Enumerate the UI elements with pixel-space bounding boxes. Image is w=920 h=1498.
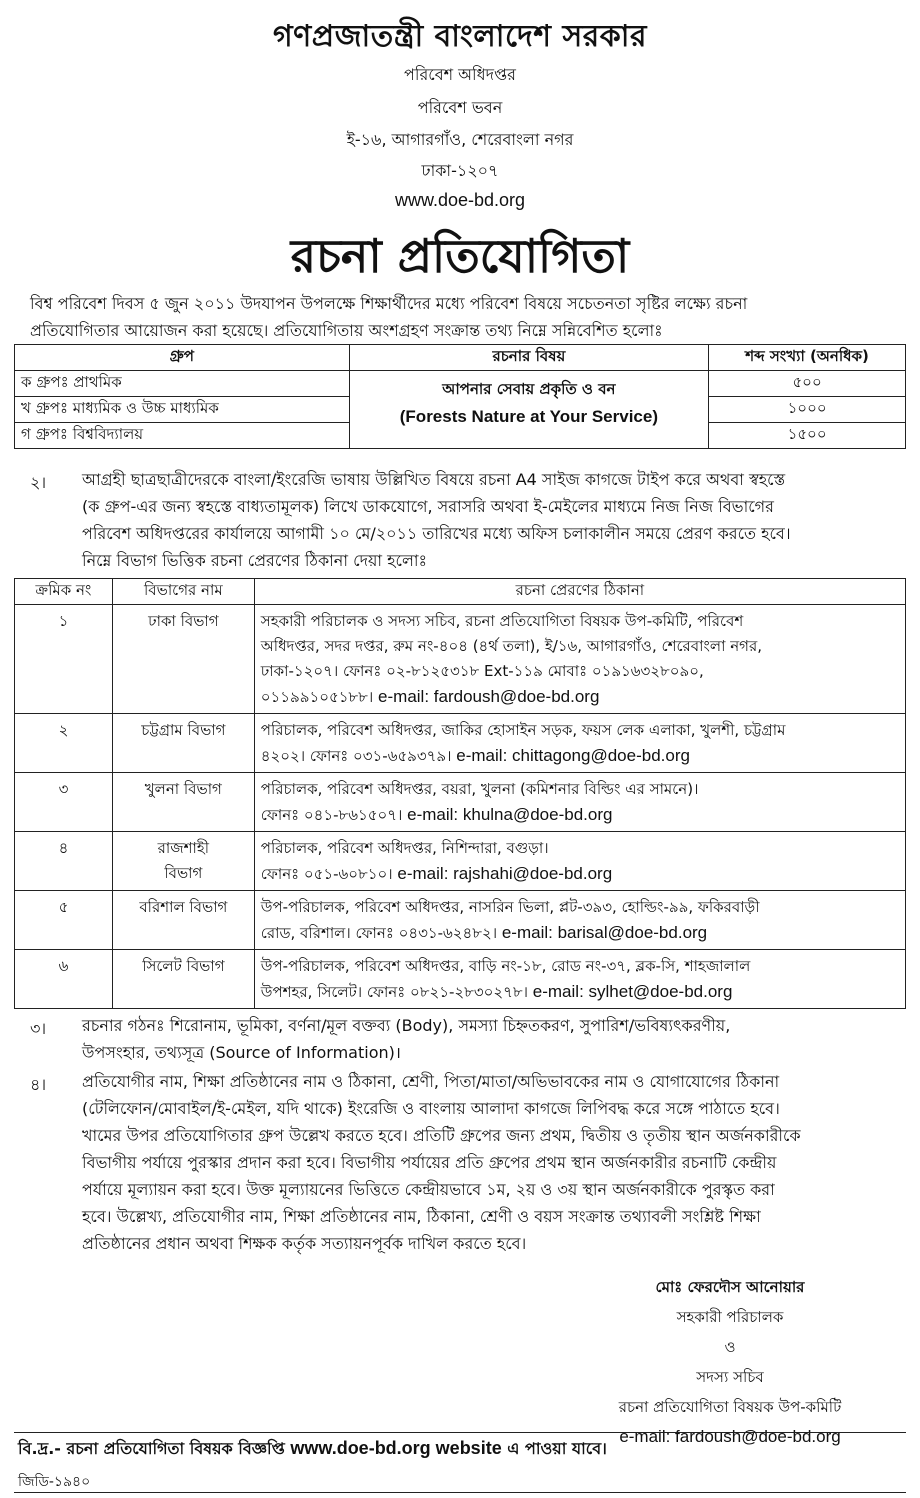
column-header: গ্রুপ [15,345,350,371]
table-row [15,714,906,773]
division-name: খুলনা বিভাগ [112,773,254,832]
address-line: ঢাকা-১২০৭। ফোনঃ ০২-৮১২৫৩১৮ Ext-১১৯ মোবাঃ ০১৯১৬৩২৮০৯০, [260,662,704,680]
division-name: বরিশাল বিভাগ [112,891,254,950]
address-line [261,861,899,887]
address-text: রোড, বরিশাল। ফোনঃ ০৪৩১-৬২৪৮২। [260,924,502,942]
word-limit: ১৫০০ [709,423,906,449]
address-text: ফোনঃ ০৫১-৬০৮১০। [260,865,398,883]
address-text: ৪২০২। ফোনঃ ০৩১-৬৫৯৩৭৯। [260,747,457,765]
table-row [15,605,906,714]
serial-number: ৩ [15,773,113,832]
address-line [261,802,899,828]
notice-title: রচনা প্রতিযোগিতা [290,229,630,283]
address-text: ০১১৯৯১০৫১৮৮। [260,688,379,706]
section4-paragraph [82,1068,900,1257]
government-heading: গণপ্রজাতন্ত্রী বাংলাদেশ সরকার [273,19,647,54]
address-table-header [15,579,906,605]
address-cell [254,891,905,950]
section2-line: (ক গ্রুপ-এর জন্য স্বহস্তে বাধ্যতামূলক) লিখে ডাকযোগে, সরাসরি অথবা ই-মেইলের মাধ্যমে নিজ নিজ বিভাগের [82,497,774,516]
note-website-link[interactable]: www.doe-bd.org website [290,1438,502,1458]
address-line [261,684,899,710]
division-name-line: রাজশাহী [157,839,210,857]
section3-line: উপসংহার, তথ্যসূত্র (Source of Information)। [82,1043,401,1062]
section-number: ২। [30,473,47,492]
email-link[interactable]: e-mail: barisal@doe-bd.org [501,923,708,942]
signatory-conjunction: ও [724,1338,736,1356]
section3-line: রচনার গঠনঃ শিরোনাম, ভূমিকা, বর্ণনা/মূল বক্তব্য (Body), সমস্যা চিহ্নতকরণ, সুপারিশ/ভবিষ্যৎকরণীয়, [82,1016,731,1035]
address-line [261,920,899,946]
section2-paragraph [82,466,900,574]
word-limit: ৫০০ [709,371,906,397]
section4-line: খামের উপর প্রতিযোগিতার গ্রুপ উল্লেখ করতে হবে। প্রতিটি গ্রুপের জন্য প্রথম, দ্বিতীয় ও তৃতীয় স্থান অর্জনকারীকে [82,1126,801,1145]
city-address: ঢাকা-১২০৭ [421,161,499,180]
signature-block [560,1272,900,1452]
street-address: ই-১৬, আগারগাঁও, শেরেবাংলা নগর [346,130,574,149]
table-row [15,832,906,891]
email-link[interactable]: e-mail: sylhet@doe-bd.org [532,982,733,1001]
address-cell [254,714,905,773]
signatory-committee: রচনা প্রতিযোগিতা বিষয়ক উপ-কমিটি [618,1398,842,1416]
address-line [261,743,899,769]
word-limit: ১০০০ [709,397,906,423]
section2-line: আগ্রহী ছাত্রছাত্রীদেরকে বাংলা/ইংরেজি ভাষায় উল্লিখিত বিষয়ে রচনা A4 সাইজ কাগজে টাইপ করে অথবা স্বহস্তে [82,470,786,489]
address-line: পরিচালক, পরিবেশ অধিদপ্তর, জাকির হোসাইন সড়ক, ফয়স লেক এলাকা, খুলশী, চট্টগ্রাম [260,721,786,739]
address-cell [254,605,905,714]
bottom-border [14,1492,906,1493]
group-table-header [15,345,906,371]
section-number: ৩। [30,1019,47,1038]
section4-line: প্রতিযোগীর নাম, শিক্ষা প্রতিষ্ঠানের নাম ও ঠিকানা, শ্রেণী, পিতা/মাতা/অভিভাবকের নাম ও যোগাযোগের ঠিকানা [82,1072,780,1091]
group-name: ক গ্রুপঃ প্রাথমিক [15,371,350,397]
section2-line: পরিবেশ অধিদপ্তরের কার্যালয়ে আগামী ১০ মে/২০১১ তারিখের মধ্যে অফিস চলাকালীন সময়ে প্রেরণ করতে হবে। [82,524,791,543]
signatory-name: মোঃ ফেরদৌস আনোয়ার [655,1278,805,1296]
group-name: গ গ্রুপঃ বিশ্ববিদ্যালয় [15,423,350,449]
serial-number: ৫ [15,891,113,950]
table-row [15,891,906,950]
address-cell [254,832,905,891]
column-header: রচনা প্রেরণের ঠিকানা [254,579,905,605]
section4-line: (টেলিফোন/মোবাইল/ই-মেইল, যদি থাকে) ইংরেজি ও বাংলায় আলাদা কাগজে লিপিবদ্ধ করে সঙ্গে পাঠাতে হবে। [82,1099,780,1118]
building-name: পরিবেশ ভবন [417,98,503,117]
intro-paragraph [30,290,900,344]
footer-divider [14,1432,906,1433]
address-cell [254,773,905,832]
email-link[interactable]: e-mail: chittagong@doe-bd.org [456,746,690,765]
section4-line: পর্যায়ে মূল্যায়ন করা হবে। উক্ত মূল্যায়নের ভিত্তিতে কেন্দ্রীয়ভাবে ১ম, ২য় ও ৩য় স্থান অর্জনকারীকে পুরস্কৃত করা [82,1180,775,1199]
signatory-title: সদস্য সচিব [696,1368,764,1386]
address-line: পরিচালক, পরিবেশ অধিদপ্তর, বয়রা, খুলনা (কমিশনার বিল্ডিং এর সামনে)। [260,780,699,798]
address-table [14,578,906,1009]
section4-line: হবে। উল্লেখ্য, প্রতিযোগীর নাম, শিক্ষা প্রতিষ্ঠানের নাম, ঠিকানা, শ্রেণী ও বয়স সংক্রান্ত তথ্যাবলী সংশ্লিষ্ট শিক্ষা [82,1207,761,1226]
gd-number: জিডি-১৯৪০ [18,1474,91,1490]
topic-english: (Forests Nature at Your Service) [399,407,659,426]
note-suffix: এ পাওয়া যাবে। [501,1439,607,1458]
section-number: ৪। [30,1075,47,1094]
address-text: ফোনঃ ০৪১-৮৬১৫০৭। [260,806,408,824]
column-header: বিভাগের নাম [112,579,254,605]
section2-line: নিম্নে বিভাগ ভিত্তিক রচনা প্রেরণের ঠিকানা দেয়া হলোঃ [82,551,428,570]
address-line: সহকারী পরিচালক ও সদস্য সচিব, রচনা প্রতিযোগিতা বিষয়ক উপ-কমিটি, পরিবেশ [260,612,744,630]
address-text: উপশহর, সিলেট। ফোনঃ ০৮২১-২৮৩০২৭৮। [260,983,533,1001]
column-header: ক্রমিক নং [15,579,113,605]
footer-note [18,1436,607,1463]
division-name [112,832,254,891]
address-line: উপ-পরিচালক, পরিবেশ অধিদপ্তর, নাসরিন ভিলা, প্লট-৩৯৩, হোল্ডিং-৯৯, ফকিরবাড়ী [260,898,760,916]
division-name: সিলেট বিভাগ [112,950,254,1009]
header-website: www.doe-bd.org [394,190,526,210]
serial-number: ১ [15,605,113,714]
email-link[interactable]: e-mail: fardoush@doe-bd.org [378,687,600,706]
section4-line: প্রতিষ্ঠানের প্রধান অথবা শিক্ষক কর্তৃক সত্যায়নপূর্বক দাখিল করতে হবে। [82,1234,527,1253]
topic-bangla: আপনার সেবায় প্রকৃতি ও বন [442,380,616,398]
serial-number: ২ [15,714,113,773]
division-name: ঢাকা বিভাগ [112,605,254,714]
section4-line: বিভাগীয় পর্যায়ে পুরস্কার প্রদান করা হবে। বিভাগীয় পর্যায়ের প্রতি গ্রুপের প্রথম স্থান অর্জনকারীর রচনাটি কেন্দ্রীয় [82,1153,777,1172]
section3-paragraph [82,1012,900,1066]
table-row [15,371,906,397]
email-link[interactable]: e-mail: khulna@doe-bd.org [407,805,613,824]
serial-number: ৪ [15,832,113,891]
division-name-line: বিভাগ [164,864,203,882]
department-name: পরিবেশ অধিদপ্তর [404,65,516,84]
table-row [15,773,906,832]
signatory-title: সহকারী পরিচালক [676,1308,784,1326]
note-prefix: বি.দ্র.- রচনা প্রতিযোগিতা বিষয়ক বিজ্ঞপ্তি [18,1439,291,1458]
email-link[interactable]: e-mail: rajshahi@doe-bd.org [397,864,613,883]
column-header: শব্দ সংখ্যা (অনধিক) [709,345,906,371]
column-header: রচনার বিষয় [349,345,709,371]
address-cell [254,950,905,1009]
intro-line: প্রতিযোগিতার আয়োজন করা হয়েছে। প্রতিযোগিতায় অংশগ্রহণ সংক্রান্ত তথ্য নিম্নে সন্নিবেশিত হলোঃ [30,321,663,340]
essay-topic [349,371,709,449]
group-name: খ গ্রুপঃ মাধ্যমিক ও উচ্চ মাধ্যমিক [15,397,350,423]
address-line [261,979,899,1005]
intro-line: বিশ্ব পরিবেশ দিবস ৫ জুন ২০১১ উদযাপন উপলক্ষে শিক্ষার্থীদের মধ্যে পরিবেশ বিষয়ে সচেতনতা সৃষ্টির লক্ষ্যে রচনা [30,294,748,313]
address-line: উপ-পরিচালক, পরিবেশ অধিদপ্তর, বাড়ি নং-১৮, রোড নং-৩৭, ব্লক-সি, শাহজালাল [260,957,751,975]
signatory-email[interactable]: e-mail: fardoush@doe-bd.org [619,1427,841,1446]
table-row [15,950,906,1009]
group-table [14,344,906,449]
division-name: চট্টগ্রাম বিভাগ [112,714,254,773]
address-line: পরিচালক, পরিবেশ অধিদপ্তর, নিশিন্দারা, বগুড়া। [260,839,549,857]
serial-number: ৬ [15,950,113,1009]
address-line: অধিদপ্তর, সদর দপ্তর, রুম নং-৪০৪ (৪র্থ তলা), ই/১৬, আগারগাঁও, শেরেবাংলা নগর, [260,637,762,655]
